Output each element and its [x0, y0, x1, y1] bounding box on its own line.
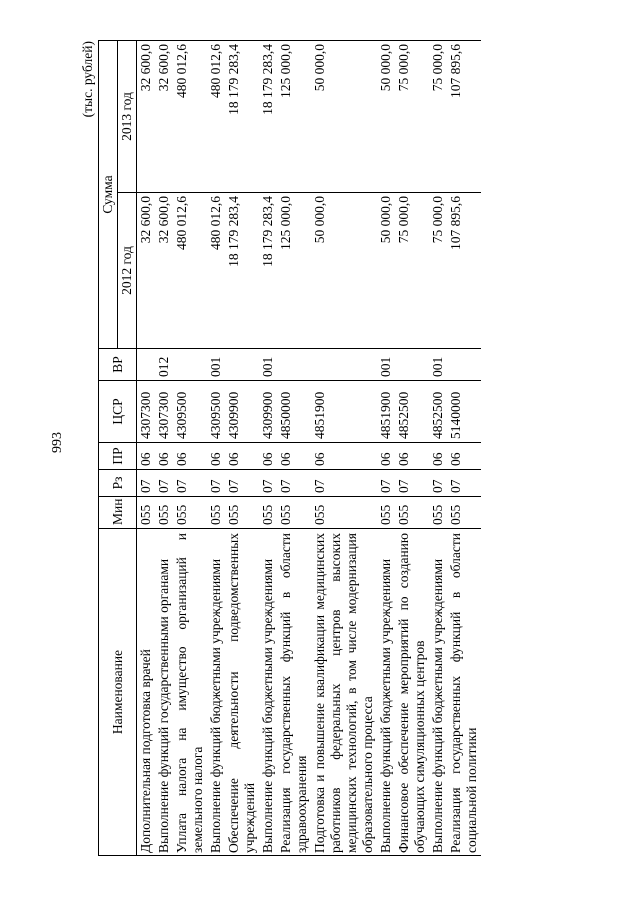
table-row	[155, 40, 173, 855]
cell-vr	[395, 349, 429, 381]
cell-vr: 001	[429, 349, 447, 381]
cell-sum-2013: 75 000,0	[395, 40, 429, 192]
cell-name: Выполнение функций государственными органами	[155, 529, 173, 856]
cell-csr: 4309900	[225, 381, 259, 443]
cell-sum-2012: 125 000,0	[277, 193, 311, 349]
cell-csr: 5140000	[447, 381, 481, 443]
header-year-2012: 2012 год	[118, 193, 137, 349]
cell-rz: 07	[155, 470, 173, 497]
table-row	[259, 40, 277, 855]
cell-pr: 06	[259, 443, 277, 470]
cell-name: Уплата налога на имущество организаций и земельного налога	[173, 529, 207, 856]
table-row	[137, 40, 156, 855]
cell-sum-2012: 480 012,6	[173, 193, 207, 349]
cell-name: Выполнение функций бюджетными учреждениями	[207, 529, 225, 856]
header-sum: Сумма	[99, 40, 118, 348]
cell-csr: 4307300	[137, 381, 156, 443]
header-name: Наименование	[99, 529, 137, 856]
cell-sum-2012: 32 600,0	[155, 193, 173, 349]
table-row	[225, 40, 259, 855]
cell-csr: 4852500	[429, 381, 447, 443]
cell-sum-2013: 32 600,0	[137, 40, 156, 192]
cell-pr: 06	[429, 443, 447, 470]
cell-sum-2012: 32 600,0	[137, 193, 156, 349]
cell-sum-2013: 18 179 283,4	[225, 40, 259, 192]
cell-name: Обеспечение деятельности подведомственных учреждений	[225, 529, 259, 856]
header-row-top	[99, 40, 118, 855]
header-csr: ЦСР	[99, 381, 137, 443]
page-number: 993	[50, 432, 65, 453]
cell-rz: 07	[447, 470, 481, 497]
cell-sum-2013: 480 012,6	[207, 40, 225, 192]
cell-sum-2012: 75 000,0	[429, 193, 447, 349]
units-label: (тыс. рублей)	[80, 41, 95, 118]
header-min: Мин	[99, 497, 137, 529]
table-row	[429, 40, 447, 855]
cell-vr	[311, 349, 377, 381]
cell-vr: 012	[155, 349, 173, 381]
cell-csr: 4307300	[155, 381, 173, 443]
cell-name: Подготовка и повышение квалификации медицинских работников федеральных центров высоких медицинских технологий, в том числе модернизация образовательного процесса	[311, 529, 377, 856]
cell-name: Финансовое обеспечение мероприятий по созданию обучающих симуляционных центров	[395, 529, 429, 856]
cell-sum-2013: 18 179 283,4	[259, 40, 277, 192]
table-row	[377, 40, 395, 855]
cell-rz: 07	[377, 470, 395, 497]
cell-sum-2012: 18 179 283,4	[259, 193, 277, 349]
cell-vr	[277, 349, 311, 381]
header-rz: Рз	[99, 470, 137, 497]
cell-vr: 001	[207, 349, 225, 381]
cell-sum-2012: 107 895,6	[447, 193, 481, 349]
cell-pr: 06	[395, 443, 429, 470]
table-body	[137, 40, 482, 855]
cell-min: 055	[173, 497, 207, 529]
cell-csr: 4850000	[277, 381, 311, 443]
cell-sum-2012: 480 012,6	[207, 193, 225, 349]
cell-csr: 4309900	[259, 381, 277, 443]
cell-vr	[447, 349, 481, 381]
cell-rz: 07	[137, 470, 156, 497]
cell-sum-2013: 32 600,0	[155, 40, 173, 192]
cell-min: 055	[377, 497, 395, 529]
cell-rz: 07	[173, 470, 207, 497]
cell-min: 055	[155, 497, 173, 529]
table-row	[173, 40, 207, 855]
cell-min: 055	[429, 497, 447, 529]
cell-vr: 001	[259, 349, 277, 381]
cell-sum-2012: 50 000,0	[311, 193, 377, 349]
cell-sum-2013: 480 012,6	[173, 40, 207, 192]
cell-pr: 06	[277, 443, 311, 470]
cell-pr: 06	[225, 443, 259, 470]
cell-min: 055	[259, 497, 277, 529]
cell-sum-2013: 125 000,0	[277, 40, 311, 192]
table-row	[395, 40, 429, 855]
cell-rz: 07	[259, 470, 277, 497]
cell-pr: 06	[173, 443, 207, 470]
cell-name: Реализация государственных функций в области социальной политики	[447, 529, 481, 856]
cell-sum-2013: 75 000,0	[429, 40, 447, 192]
table-row	[277, 40, 311, 855]
cell-vr: 001	[377, 349, 395, 381]
cell-min: 055	[207, 497, 225, 529]
cell-name: Выполнение функций бюджетными учреждениями	[259, 529, 277, 856]
cell-pr: 06	[137, 443, 156, 470]
cell-min: 055	[395, 497, 429, 529]
cell-min: 055	[277, 497, 311, 529]
cell-pr: 06	[311, 443, 377, 470]
table-row	[207, 40, 225, 855]
cell-name: Выполнение функций бюджетными учреждениями	[429, 529, 447, 856]
cell-name: Реализация государственных функций в области здравоохранения	[277, 529, 311, 856]
cell-sum-2013: 107 895,6	[447, 40, 481, 192]
cell-rz: 07	[277, 470, 311, 497]
cell-rz: 07	[207, 470, 225, 497]
cell-name: Дополнительная подготовка врачей	[137, 529, 156, 856]
header-year-2013: 2013 год	[118, 40, 137, 192]
table-row	[447, 40, 481, 855]
cell-sum-2012: 50 000,0	[377, 193, 395, 349]
cell-vr	[137, 349, 156, 381]
budget-table	[98, 40, 481, 856]
table-row	[311, 40, 377, 855]
cell-pr: 06	[207, 443, 225, 470]
cell-pr: 06	[447, 443, 481, 470]
cell-csr: 4851900	[311, 381, 377, 443]
cell-rz: 07	[395, 470, 429, 497]
cell-min: 055	[225, 497, 259, 529]
cell-rz: 07	[311, 470, 377, 497]
cell-csr: 4852500	[395, 381, 429, 443]
cell-sum-2013: 50 000,0	[311, 40, 377, 192]
cell-sum-2012: 75 000,0	[395, 193, 429, 349]
header-vr: ВР	[99, 349, 137, 381]
cell-pr: 06	[377, 443, 395, 470]
cell-min: 055	[311, 497, 377, 529]
cell-csr: 4851900	[377, 381, 395, 443]
cell-vr	[225, 349, 259, 381]
cell-rz: 07	[429, 470, 447, 497]
cell-pr: 06	[155, 443, 173, 470]
cell-vr	[173, 349, 207, 381]
cell-csr: 4309500	[207, 381, 225, 443]
cell-name: Выполнение функций бюджетными учреждениями	[377, 529, 395, 856]
cell-rz: 07	[225, 470, 259, 497]
rotated-page-content	[79, 41, 537, 856]
cell-sum-2013: 50 000,0	[377, 40, 395, 192]
cell-min: 055	[137, 497, 156, 529]
cell-sum-2012: 18 179 283,4	[225, 193, 259, 349]
cell-min: 055	[447, 497, 481, 529]
cell-csr: 4309500	[173, 381, 207, 443]
header-pr: ПР	[99, 443, 137, 470]
